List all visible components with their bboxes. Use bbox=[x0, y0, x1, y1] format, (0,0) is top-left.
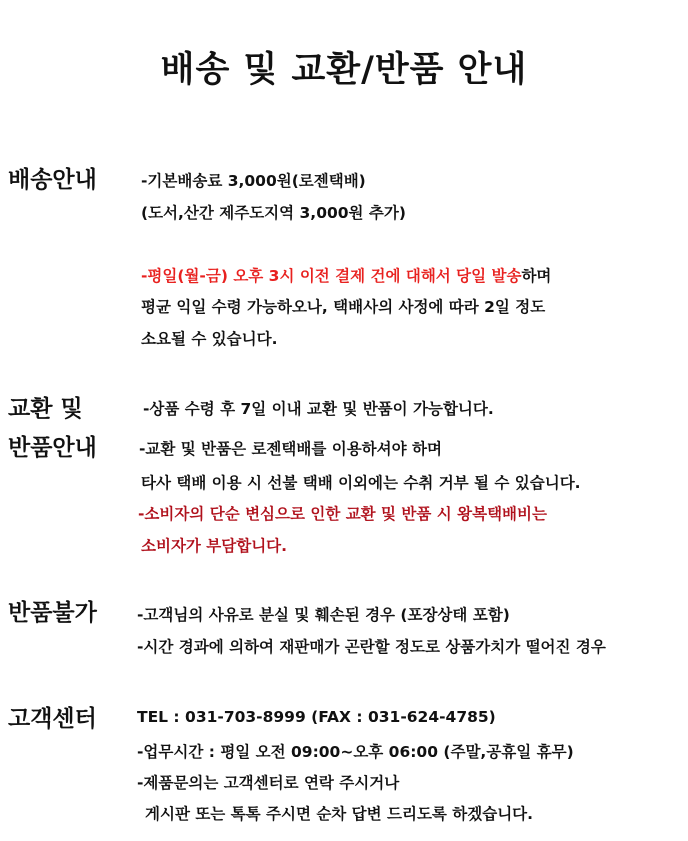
section-label-shipping: 배송안내 bbox=[8, 167, 97, 193]
no-return-reason-2: -시간 경과에 의하여 재판매가 곤란할 정도로 상품가치가 떨어진 경우 bbox=[137, 638, 606, 656]
inquiry-line: -제품문의는 고객센터로 연락 주시거나 bbox=[137, 774, 400, 792]
delivery-time-line-2: 소요될 수 있습니다. bbox=[141, 330, 278, 348]
no-return-reason-1: -고객님의 사유로 분실 및 훼손된 경우 (포장상태 포함) bbox=[137, 606, 510, 624]
page-title: 배송 및 교환/반품 안내 bbox=[160, 50, 528, 90]
exchange-courier-line: -교환 및 반품은 로젠택배를 이용하셔야 하며 bbox=[139, 440, 442, 458]
section-label-exchange-1: 교환 및 bbox=[8, 396, 83, 422]
section-label-no-return: 반품불가 bbox=[8, 600, 97, 626]
inquiry-line-2: 게시판 또는 톡톡 주시면 순차 답변 드리도록 하겠습니다. bbox=[145, 805, 534, 823]
section-label-exchange-2: 반품안내 bbox=[8, 435, 97, 461]
exchange-refusal-line: 타사 택배 이용 시 선불 택배 이외에는 수취 거부 될 수 있습니다. bbox=[141, 474, 581, 492]
section-label-customer-center: 고객센터 bbox=[8, 706, 97, 732]
shipping-fee-line: -기본배송료 3,000원(로젠택배) bbox=[141, 172, 366, 190]
exchange-cost-warning-line-2: 소비자가 부담합니다. bbox=[141, 537, 288, 555]
contact-phone-line: TEL : 031-703-8999 (FAX : 031-624-4785) bbox=[137, 708, 496, 726]
shipping-extra-fee-line: (도서,산간 제주도지역 3,000원 추가) bbox=[141, 204, 406, 222]
exchange-cost-warning-line: -소비자의 단순 변심으로 인한 교환 및 반품 시 왕복택배비는 bbox=[138, 505, 547, 523]
exchange-period-line: -상품 수령 후 7일 이내 교환 및 반품이 가능합니다. bbox=[143, 400, 494, 418]
same-day-shipping-line bbox=[141, 264, 551, 286]
delivery-time-line: 평균 익일 수령 가능하오나, 택배사의 사정에 따라 2일 정도 bbox=[141, 298, 546, 316]
same-day-shipping-highlight: -평일(월-금) 오후 3시 이전 결제 건에 대해서 당일 발송 bbox=[141, 267, 522, 285]
same-day-shipping-suffix: 하며 bbox=[521, 267, 552, 285]
business-hours-line: -업무시간 : 평일 오전 09:00~오후 06:00 (주말,공휴일 휴무) bbox=[137, 743, 574, 761]
